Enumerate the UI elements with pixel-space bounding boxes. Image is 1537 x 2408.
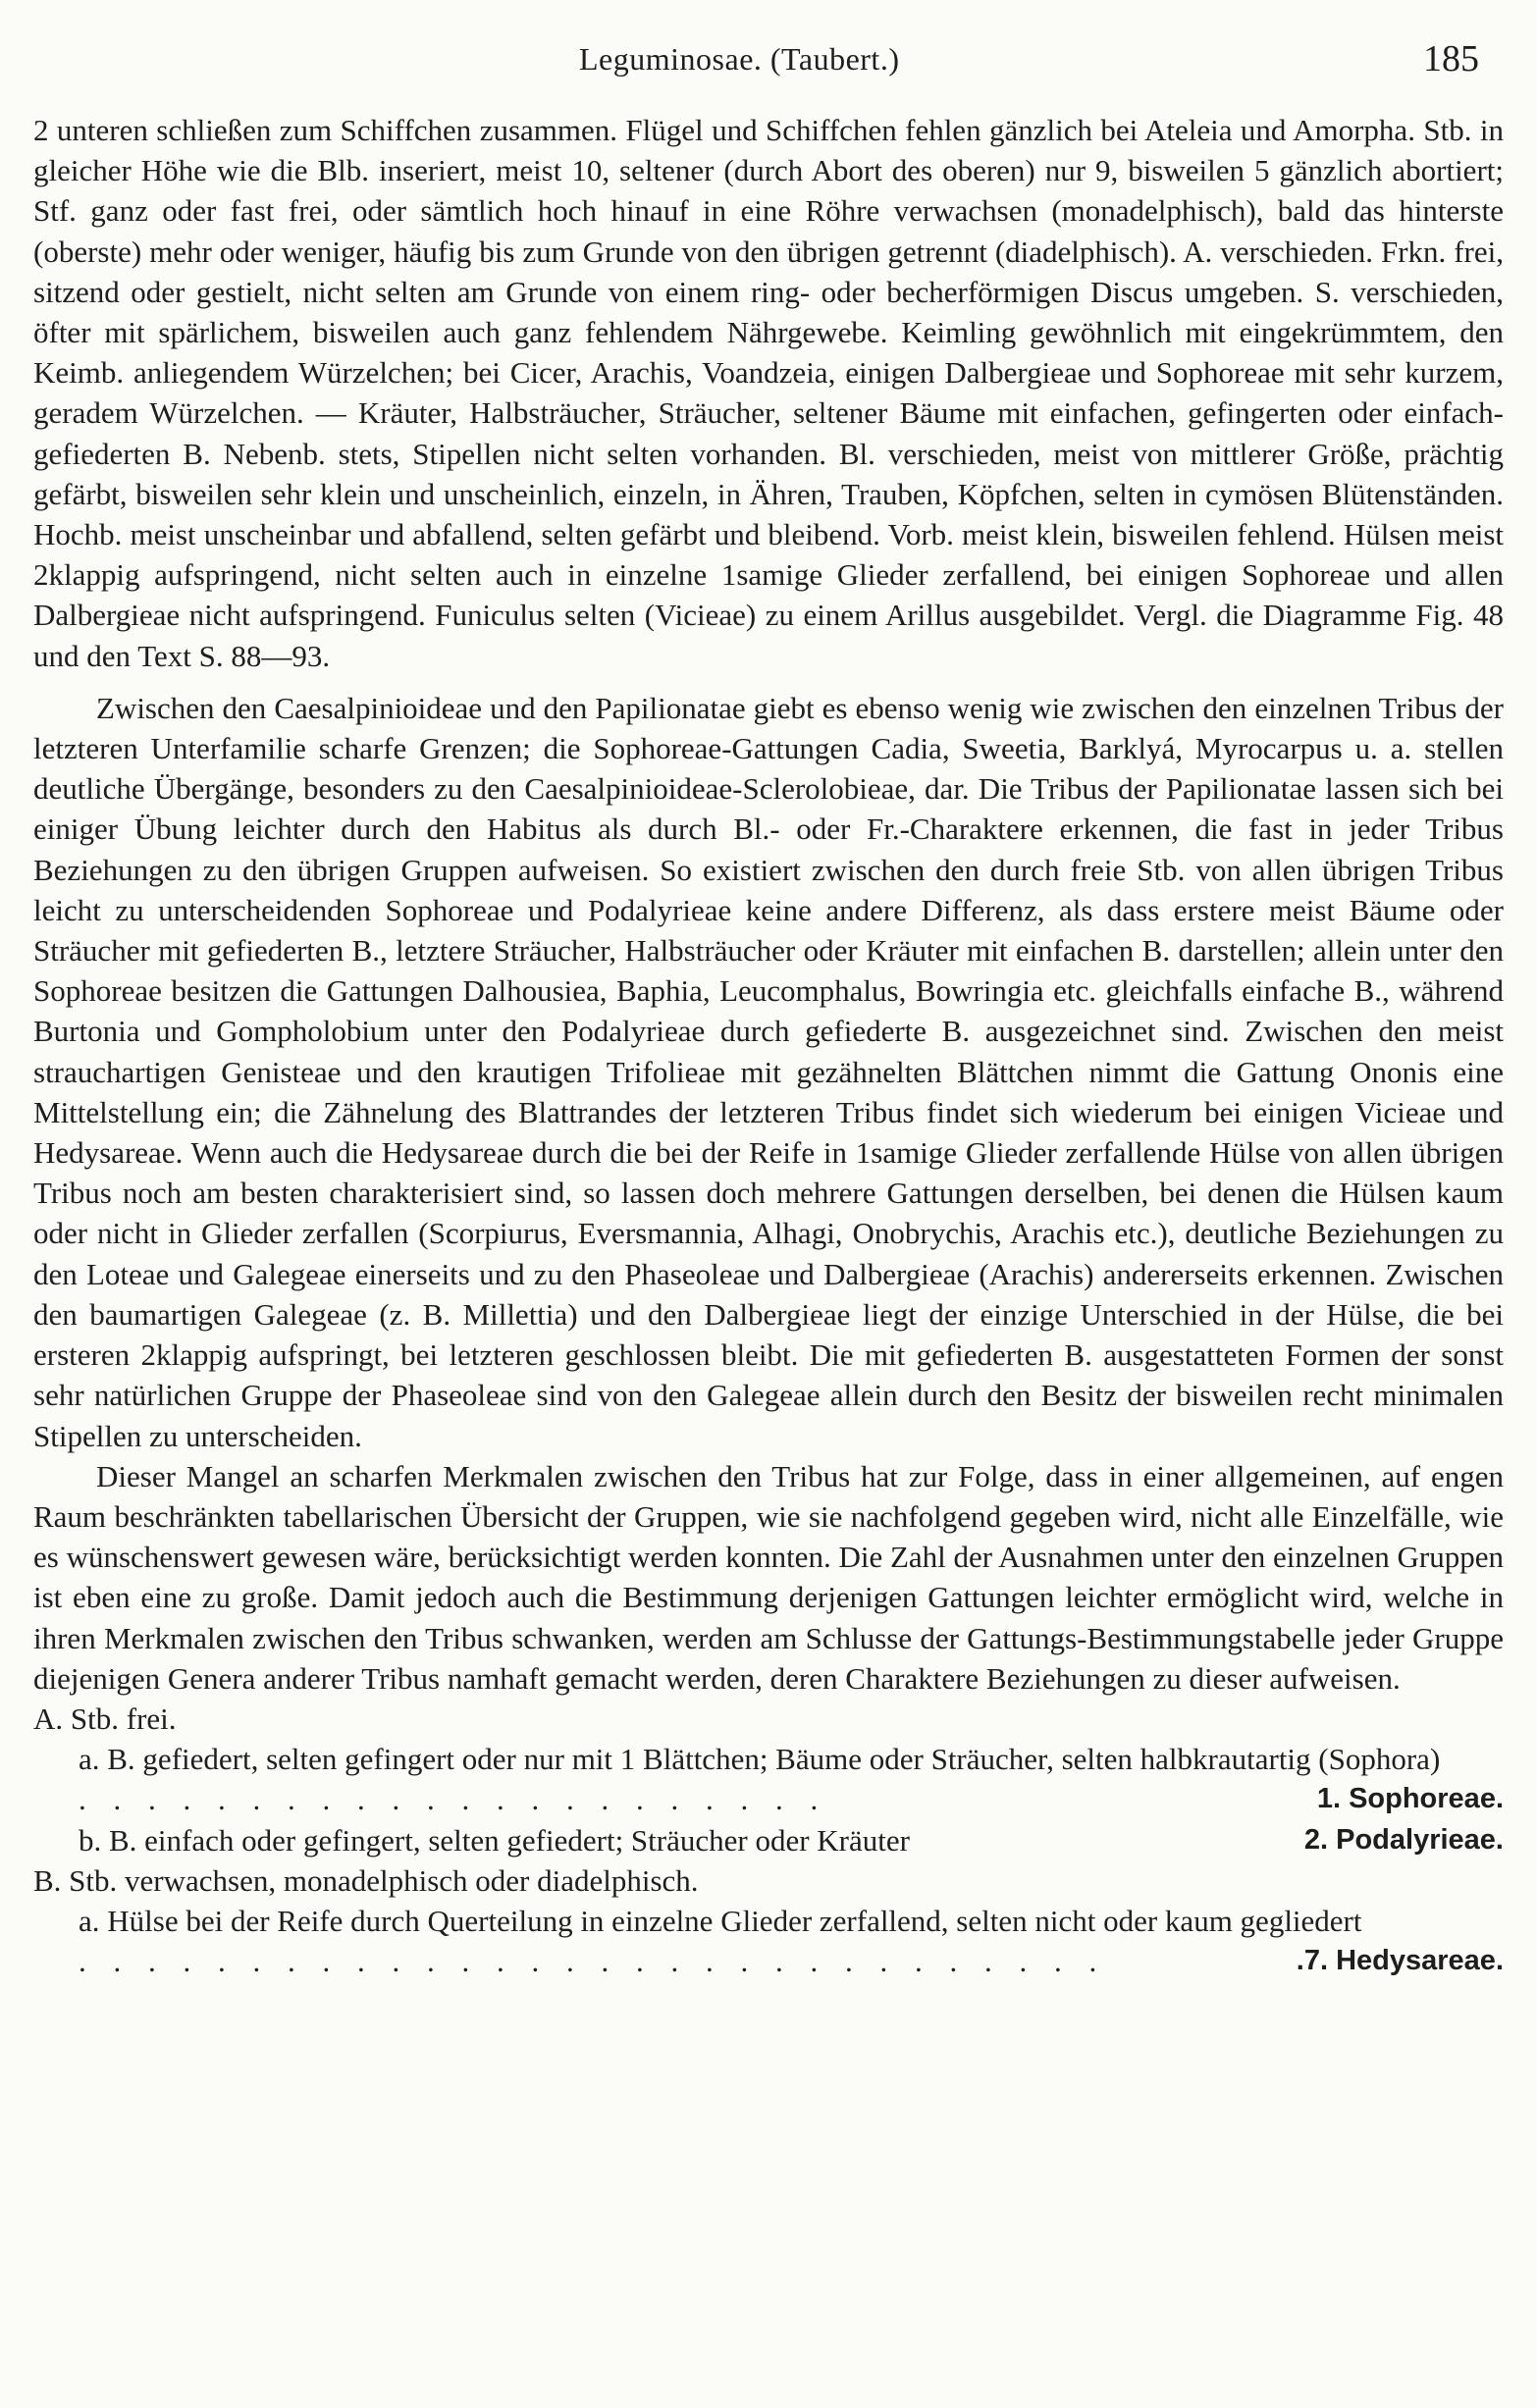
key-result-hedysareae: .7. Hedysareae. [1296, 1945, 1504, 1977]
key-item-Ba [33, 1901, 1504, 1941]
key-item-B: B. Stb. verwachsen, monadelphisch oder diadelphisch. [33, 1862, 699, 1898]
key-item-Ba-text: a. Hülse bei der Reife durch Querteilung in einzelne Glieder zerfallend, selten nicht oder kaum gegliedert [79, 1903, 1362, 1938]
key-item-Ba-leader [33, 1941, 1504, 1981]
page-header [0, 37, 1537, 96]
paragraph-1: 2 unteren schließen zum Schiffchen zusammen. Flügel und Schiffchen fehlen gänzlich bei Ateleia und Amorpha. Stb. in gleicher Höhe wie die Blb. inseriert, meist 10, seltener (durch Abort des oberen) nur 9, bisweilen 5 gänzlich abortiert; Stf. ganz oder fast frei, oder sämtlich hoch hinauf in eine Röhre verwachsen (monadelphisch), bald das hinterste (oberste) mehr oder weniger, häufig bis zum Grunde von den übrigen getrennt (diadelphisch). A. verschieden. Frkn. frei, sitzend oder gestielt, nicht selten am Grunde von einem ring- oder becherförmigen Discus umgeben. S. verschieden, öfter mit spärlichem, bisweilen auch ganz fehlendem Nährgewebe. Keimling gewöhnlich mit eingekrümmtem, den Keimb. anliegendem Würzelchen; bei Cicer, Arachis, Voandzeia, einigen Dalbergieae und Sophoreae mit sehr kurzem, geradem Würzelchen. — Kräuter, Halbsträucher, Sträucher, seltener Bäume mit einfachen, gefingerten oder einfach-gefiederten B. Nebenb. stets, Stipellen nicht selten vorhanden. Bl. verschieden, meist von mittlerer Größe, prächtig gefärbt, bisweilen sehr klein und unscheinlich, einzeln, in Ähren, Trauben, Köpfchen, selten in cymösen Blütenständen. Hochb. meist unscheinbar und abfallend, selten gefärbt und bleibend. Vorb. meist klein, bisweilen fehlend. Hülsen meist 2klappig aufspringend, nicht selten auch in einzelne 1samige Glieder zerfallend, bei einigen Sophoreae und allen Dalbergieae nicht aufspringend. Funiculus selten (Vicieae) zu einem Arillus ausgebildet. Vergl. die Diagramme Fig. 48 und den Text S. 88—93. [33, 113, 1504, 673]
leader-dots: . . . . . . . . . . . . . . . . . . . . . . . . . . . . . . [79, 1944, 1107, 1979]
key-item-Aa [33, 1739, 1504, 1779]
key-result-sophoreae: 1. Sophoreae. [1316, 1783, 1504, 1815]
key-result-podalyrieae: 2. Podalyrieae. [1303, 1823, 1504, 1856]
leader-dots: . . . . . . . . . . . . . . . . . . . . . . [79, 1782, 828, 1817]
key-item-Ab-text: b. B. einfach oder gefingert, selten gefiedert; Sträucher oder Kräuter [79, 1822, 910, 1858]
key-item-Aa-text: a. B. gefiedert, selten gefingert oder nur mit 1 Blättchen; Bäume oder Sträucher, selten halbkrautartig (Sophora) [79, 1742, 1441, 1777]
body-text [33, 110, 1504, 1981]
paragraph-2: Zwischen den Caesalpinioideae und den Papilionatae giebt es ebenso wenig wie zwischen den einzelnen Tribus der letzteren Unterfamilie scharfe Grenzen; die Sophoreae-Gattungen Cadia, Sweetia, Barklyá, Myrocarpus u. a. stellen deutliche Übergänge, besonders zu den Caesalpinioideae-Sclerolobieae, dar. Die Tribus der Papilionatae lassen sich bei einiger Übung leichter durch den Habitus als durch Bl.- oder Fr.-Charaktere erkennen, die fast in jeder Tribus Beziehungen zu den übrigen Gruppen aufweisen. So existiert zwischen den durch freie Stb. von allen übrigen Tribus leicht zu unterscheidenden Sophoreae und Podalyrieae keine andere Differenz, als dass erstere meist Bäume oder Sträucher mit gefiederten B., letztere Sträucher, Halbsträucher oder Kräuter mit einfachen B. darstellen; allein unter den Sophoreae besitzen die Gattungen Dalhousiea, Baphia, Leucomphalus, Bowringia etc. gleichfalls einfache B., während Burtonia und Gompholobium unter den Podalyrieae durch gefiederte B. ausgezeichnet sind. Zwischen den meist strauchartigen Genisteae und den krautigen Trifolieae mit gezähnelten Blättchen nimmt die Gattung Ononis eine Mittelstellung ein; die Zähnelung des Blattrandes der letzteren Tribus findet sich wiederum bei einigen Vicieae und Hedysareae. Wenn auch die Hedysareae durch die bei der Reife in 1samige Glieder zerfallende Hülse von allen übrigen Tribus noch am besten charakterisiert sind, so lassen doch mehrere Gattungen derselben, bei denen die Hülsen kaum oder nicht in Glieder zerfallen (Scorpiurus, Eversmannia, Alhagi, Onobrychis, Arachis etc.), deutliche Beziehungen zu den Loteae und Galegeae einerseits und zu den Phaseoleae und Dalbergieae (Arachis) andererseits erkennen. Zwischen den baumartigen Galegeae (z. B. Millettia) und den Dalbergieae liegt der einzige Unterschied in der Hülse, die bei ersteren 2klappig aufspringt, bei letzteren geschlossen bleibt. Die mit gefiederten B. ausgestatteten Formen der sonst sehr natürlichen Gruppe der Phaseoleae sind von den Galegeae allein durch den Besitz der bisweilen recht minimalen Stipellen zu unterscheiden. [33, 690, 1504, 1453]
page-number: 185 [1423, 38, 1479, 79]
paragraph-3: Dieser Mangel an scharfen Merkmalen zwischen den Tribus hat zur Folge, dass in einer allgemeinen, auf engen Raum beschränkten tabellarischen Übersicht der Gruppen, wie sie nachfolgend gegeben wird, nicht alle Einzelfälle, wie es wünschenswert gewesen wäre, berücksichtigt werden konnten. Die Zahl der Ausnahmen unter den einzelnen Gruppen ist eben eine zu große. Damit jedoch auch die Bestimmung derjenigen Gattungen leichter ermöglicht wird, welche in ihren Merkmalen zwischen den Tribus schwanken, werden am Schlusse der Gattungs-Bestimmungstabelle jeder Gruppe diejenigen Genera anderer Tribus namhaft gemacht werden, deren Charaktere Beziehungen zu dieser aufweisen. [33, 1458, 1504, 1696]
running-title: Leguminosae. (Taubert.) [579, 41, 900, 77]
key-item-A: A. Stb. frei. [33, 1701, 177, 1736]
key-item-Aa-leader [33, 1779, 1504, 1819]
tribe-key [33, 1699, 1504, 1981]
key-item-Ab [33, 1820, 1504, 1860]
